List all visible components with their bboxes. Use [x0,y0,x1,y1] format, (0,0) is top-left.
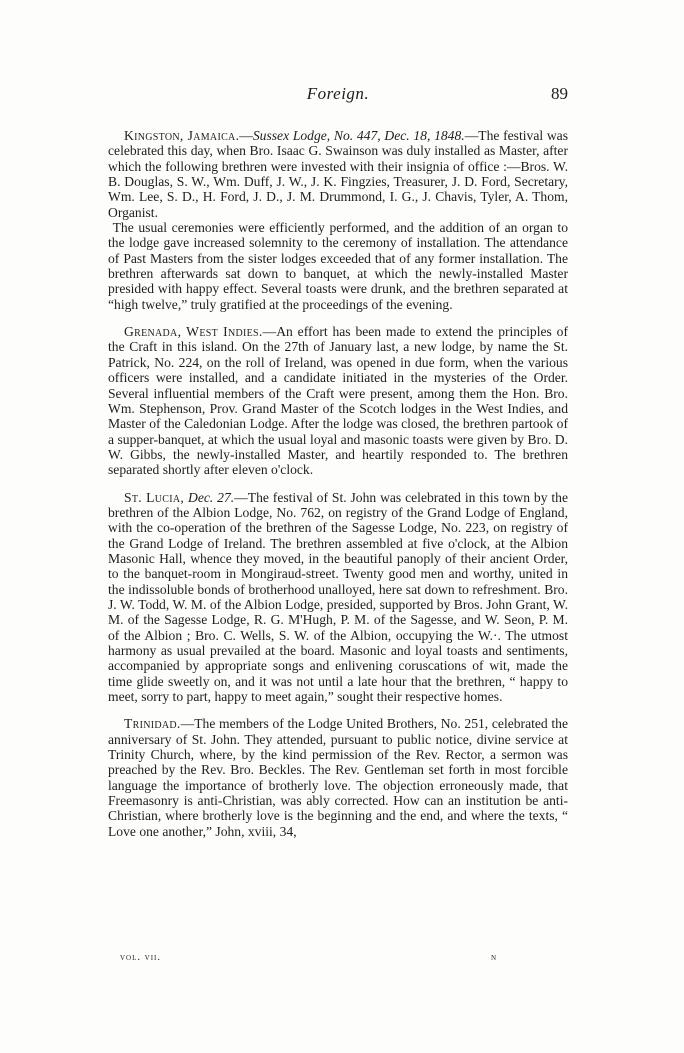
article-kingston-paragraph-2 [108,220,568,312]
article-kingston-lead: Kingston, Jamaica. [124,128,240,143]
article-kingston-text-1: —The festival was celebrated this day, when Bro. Isaac G. Swainson was duly installed as Master, after which the following brethren were invested with their insignia of office :—Bros. W. B. Douglas, S. W., Wm. Duff, J. W., J. K. Fingzies, Treasurer, J. D. Ford, Secretary, Wm. Lee, S. D., H. Ford, J. D., J. M. Drummond, I. G., J. Chavis, Tyler, A. Thom, Organist. [108,128,568,220]
article-trinidad-lead: Trinidad. [124,716,181,732]
body-text [108,128,568,839]
article-kingston-text-2: The usual ceremonies were efficiently performed, and the addition of an organ to the lodge gave increased solemnity to the ceremony of installation. The attendance of Past Masters from the sister lodges exceeded that of any former installation. The brethren afterwards sat down to banquet, at which the newly-installed Master presided with happy effect. Several toasts were drunk, and the brethren separated at “high twelve,” truly gratified at the proceedings of the evening. [108,220,568,312]
article-kingston-lead-separator: — [239,128,253,143]
volume-label: vol. vii. [120,952,161,963]
page-number: 89 [551,84,568,103]
article-kingston-paragraph-1 [108,128,568,220]
signature-mark: n [490,952,496,963]
article-grenada [108,324,568,477]
article-trinidad-text: —The members of the Lodge United Brothers, No. 251, celebrated the anniversary of St. John. They attended, pursuant to public notice, divine service at Trinity Church, where, by the kind permission of the Rev. Rector, a sermon was preached by the Rev. Bro. Beckles. The Rev. Gentleman set forth in most forcible language the importance of brotherly love. The objection erroneously made, that Freemasonry is anti-Christian, was ably corrected. How can an institution be anti-Christian, where brotherly love is the beginning and the end, and where the texts, “ Love one another,” John, xviii, 34, [108,716,568,839]
running-head [108,84,568,106]
article-st-lucia-lead: St. Lucia, [124,489,185,505]
article-grenada-lead: Grenada, West Indies. [124,324,263,340]
article-grenada-text: —An effort has been made to extend the principles of the Craft in this island. On the 27th of January last, a new lodge, by name the St. Patrick, No. 224, on the roll of Ireland, was opened in due form, when the various officers were installed, and a candidate initiated in the mysteries of the Order. Several influential members of the Craft were present, among them the Hon. Bro. Wm. Stephenson, Prov. Grand Master of the Scotch lodges in the West Indies, and Master of the Caledonian Lodge. After the lodge was closed, the brethren partook of a supper-banquet, at which the usual loyal and masonic toasts were given by Bro. D. W. Gibbs, the newly-installed Master, and heartily responded to. The brethren separated shortly after eleven o'clock. [108,324,568,478]
article-st-lucia-subtitle: Dec. 27. [188,489,235,505]
page-footer [120,952,496,966]
article-trinidad [108,716,568,839]
article-st-lucia-text: —The festival of St. John was celebrated in this town by the brethren of the Albion Lodge, No. 762, on registry of the Grand Lodge of England, with the co-operation of the brethren of the Sagesse Lodge, No. 223, on registry of the Grand Lodge of Ireland. The brethren assembled at five o'clock, at the Albion Masonic Hall, whence they moved, in the beautiful panoply of their ancient Order, to the banquet-room in Mongiraud-street. Twenty good men and worthy, united in the indissoluble bonds of brotherhood unalloyed, here sat down to refreshment. Bro. J. W. Todd, W. M. of the Albion Lodge, presided, supported by Bros. John Grant, W. M. of the Sagesse Lodge, R. G. M'Hugh, P. M. of the Sagesse, and W. Seon, P. M. of the Albion ; Bro. C. Wells, S. W. of the Albion, occupying the W.·. The utmost harmony as usual prevailed at the board. Masonic and loyal toasts and sentiments, accompanied by appropriate songs and enlivening coruscations of wit, made the time glide sweetly on, and it was not until a late hour that the brethren, “ happy to meet, sorry to part, happy to meet again,” sought their respective homes. [108,489,568,705]
article-kingston-subtitle: Sussex Lodge, No. 447, Dec. 18, 1848. [252,128,465,143]
running-title: Foreign. [306,84,370,103]
article-st-lucia [108,490,568,705]
